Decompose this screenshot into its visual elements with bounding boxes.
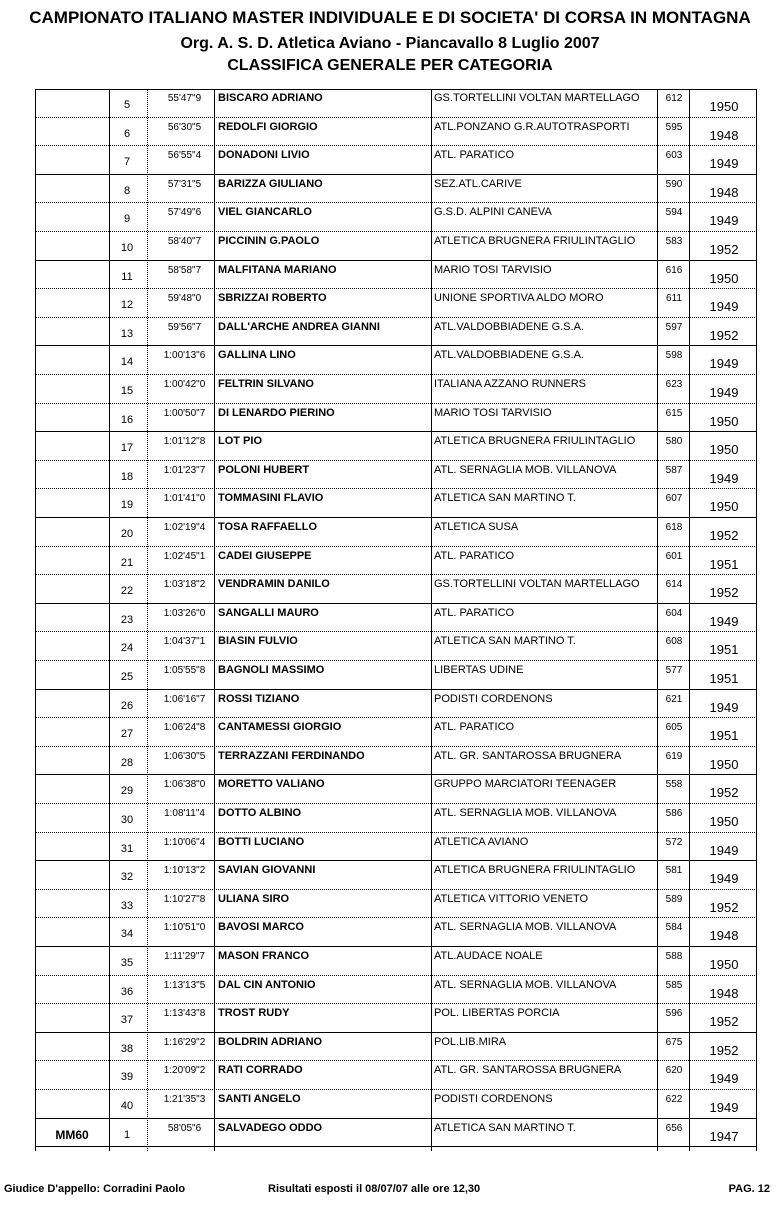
table-row [35, 432, 757, 461]
club-cell: ATL. PARATICO [434, 149, 515, 162]
club-cell: ATL. PARATICO [434, 721, 515, 734]
position-cell: 22 [120, 585, 134, 598]
table-row [35, 318, 757, 347]
position-cell: 27 [120, 728, 134, 741]
birth-year-cell: 1948 [709, 184, 739, 200]
position-cell: 18 [120, 470, 134, 483]
time-cell: 1:06'38"0 [163, 779, 206, 791]
birth-year-cell: 1951 [709, 728, 739, 744]
birth-year-cell: 1949 [709, 470, 739, 486]
time-cell: 1:01'12"8 [163, 436, 206, 448]
club-cell: ATL. SERNAGLIA MOB. VILLANOVA [434, 921, 617, 934]
athlete-name-cell: BAGNOLI MASSIMO [218, 664, 325, 676]
table-row [35, 833, 757, 862]
time-cell: 1:03'26"0 [163, 607, 206, 619]
birth-year-cell: 1951 [709, 556, 739, 572]
time-cell: 1:10'06"4 [163, 836, 206, 848]
birth-year-cell: 1952 [709, 785, 739, 801]
position-cell: 36 [120, 985, 134, 998]
table-row [35, 804, 757, 833]
time-cell: 1:06'24"8 [163, 722, 206, 734]
club-cell: GS.TORTELLINI VOLTAN MARTELLAGO [434, 92, 640, 104]
bib-number-cell: 605 [665, 722, 683, 734]
club-cell: ATLETICA SUSA [434, 521, 519, 533]
club-cell: ATL. SERNAGLIA MOB. VILLANOVA [434, 978, 617, 991]
table-row [35, 375, 757, 404]
section-title: CLASSIFICA GENERALE PER CATEGORIA [227, 57, 553, 74]
position-cell: 16 [120, 413, 134, 426]
time-cell: 1:03'18"2 [163, 579, 206, 591]
bib-number-cell: 590 [665, 178, 683, 190]
birth-year-cell: 1952 [709, 327, 739, 343]
birth-year-cell: 1950 [709, 499, 739, 515]
bib-number-cell: 616 [665, 264, 683, 276]
athlete-name-cell: BIASIN FULVIO [218, 635, 298, 648]
club-cell: SEZ.ATL.CARIVE [434, 177, 522, 190]
table-row [35, 690, 757, 719]
position-cell: 8 [123, 184, 131, 197]
club-cell: ATLETICA SAN MARTINO T. [434, 635, 576, 648]
time-cell: 1:11'29"7 [164, 951, 205, 962]
table-row [35, 604, 757, 633]
table-row [35, 518, 757, 547]
time-cell: 1:00'50"7 [163, 407, 206, 419]
position-cell: 21 [120, 556, 134, 569]
athlete-name-cell: SAVIAN GIOVANNI [218, 864, 316, 877]
athlete-name-cell: DONADONI LIVIO [218, 149, 310, 162]
athlete-name-cell: POLONI HUBERT [218, 463, 310, 476]
table-row [35, 976, 757, 1005]
table-row [35, 718, 757, 747]
club-cell: ATLETICA AVIANO [434, 835, 529, 848]
table-row [35, 775, 757, 804]
position-cell: 26 [120, 699, 134, 712]
athlete-name-cell: MASON FRANCO [218, 950, 310, 962]
club-cell: GS.TORTELLINI VOLTAN MARTELLAGO [434, 578, 640, 591]
position-cell: 5 [123, 99, 131, 111]
athlete-name-cell: VENDRAMIN DANILO [218, 578, 330, 591]
table-row [35, 547, 757, 576]
athlete-name-cell: TOMMASINI FLAVIO [218, 492, 324, 505]
bib-number-cell: 596 [665, 1008, 683, 1020]
bib-number-cell: 612 [665, 93, 683, 104]
position-cell: 20 [120, 528, 134, 540]
athlete-name-cell: BISCARO ADRIANO [218, 92, 323, 104]
time-cell: 1:10'51"0 [163, 922, 206, 934]
position-cell: 6 [123, 127, 131, 140]
club-cell: ATL. GR. SANTAROSSA BRUGNERA [434, 749, 622, 762]
time-cell: 1:06'30"5 [163, 750, 206, 762]
time-cell: 1:01'23"7 [163, 464, 206, 476]
athlete-name-cell: MORETTO VALIANO [218, 778, 325, 791]
bib-number-cell: 618 [665, 522, 683, 533]
club-cell: ATL. PARATICO [434, 549, 515, 562]
event-subtitle: Org. A. S. D. Atletica Aviano - Piancavallo 8 Luglio 2007 [180, 35, 600, 52]
birth-year-cell: 1950 [709, 756, 739, 772]
club-cell: POL. LIBERTAS PORCIA [434, 1007, 560, 1020]
bib-number-cell: 622 [665, 1094, 683, 1105]
athlete-name-cell: TROST RUDY [218, 1007, 290, 1020]
position-cell: 10 [120, 242, 134, 254]
birth-year-cell: 1952 [709, 1042, 739, 1058]
birth-year-cell: 1948 [709, 127, 739, 143]
birth-year-cell: 1951 [709, 642, 739, 658]
table-row [35, 118, 757, 147]
position-cell: 17 [120, 442, 134, 455]
birth-year-cell: 1949 [709, 299, 739, 315]
time-cell: 58'05"6 [167, 1122, 202, 1134]
table-row [35, 289, 757, 318]
table-row [35, 175, 757, 204]
birth-year-cell: 1949 [709, 156, 739, 172]
athlete-name-cell: CANTAMESSI GIORGIO [218, 721, 342, 734]
club-cell: ATLETICA SAN MARTINO T. [434, 1121, 576, 1134]
bib-number-cell: 583 [665, 236, 683, 247]
bib-number-cell: 598 [665, 350, 683, 362]
birth-year-cell: 1950 [709, 957, 739, 972]
athlete-name-cell: PICCININ G.PAOLO [218, 235, 320, 247]
position-cell: 35 [120, 957, 134, 969]
position-cell: 28 [120, 756, 134, 769]
position-cell: 15 [120, 385, 134, 397]
birth-year-cell: 1950 [709, 413, 739, 429]
table-row [35, 575, 757, 604]
position-cell: 23 [120, 613, 134, 626]
time-cell: 1:05'55"8 [163, 665, 206, 676]
athlete-name-cell: BARIZZA GIULIANO [218, 177, 323, 190]
bib-number-cell: 675 [665, 1036, 683, 1048]
birth-year-cell: 1949 [709, 871, 739, 887]
bib-number-cell: 585 [665, 979, 683, 991]
birth-year-cell: 1949 [709, 1100, 739, 1115]
table-row [35, 1119, 757, 1148]
club-cell: ATL.PONZANO G.R.AUTOTRASPORTI [434, 120, 630, 133]
bib-number-cell: 597 [665, 321, 683, 333]
birth-year-cell: 1949 [709, 699, 739, 715]
birth-year-cell: 1952 [709, 242, 739, 257]
table-row [35, 918, 757, 947]
table-row [35, 232, 757, 261]
time-cell: 1:00'13"6 [163, 350, 206, 362]
club-cell: ATLETICA BRUGNERA FRIULINTAGLIO [434, 435, 636, 448]
bib-number-cell: 588 [665, 951, 683, 962]
category-cell: MM60 [55, 1127, 89, 1142]
time-cell: 1:13'13"5 [163, 979, 206, 991]
time-cell: 59'56"7 [167, 321, 202, 333]
position-cell: 37 [120, 1014, 134, 1027]
position-cell: 29 [120, 785, 134, 798]
position-cell: 31 [120, 842, 134, 855]
bib-number-cell: 621 [665, 693, 683, 705]
club-cell: PODISTI CORDENONS [434, 1093, 553, 1105]
position-cell: 33 [120, 899, 134, 912]
club-cell: ATL. GR. SANTAROSSA BRUGNERA [434, 1064, 622, 1077]
bib-number-cell: 581 [665, 865, 683, 877]
document-title: CAMPIONATO ITALIANO MASTER INDIVIDUALE E DI SOCIETA' DI CORSA IN MONTAGNA [29, 8, 751, 27]
birth-year-cell: 1949 [709, 842, 739, 858]
time-cell: 56'55"4 [167, 150, 202, 162]
club-cell: ATLETICA VITTORIO VENETO [434, 892, 589, 905]
bib-number-cell: 623 [665, 379, 683, 390]
time-cell: 57'31"5 [167, 178, 202, 190]
time-cell: 1:20'09"2 [163, 1065, 206, 1077]
time-cell: 1:10'13"2 [163, 865, 206, 877]
position-cell: 7 [123, 156, 131, 169]
table-row [35, 632, 757, 661]
athlete-name-cell: MALFITANA MARIANO [218, 263, 337, 276]
birth-year-cell: 1948 [709, 928, 739, 944]
table-row [35, 346, 757, 375]
table-row [35, 489, 757, 518]
position-cell: 24 [120, 642, 134, 655]
bib-number-cell: 589 [665, 893, 683, 905]
birth-year-cell: 1949 [709, 1071, 739, 1087]
bib-number-cell: 577 [665, 665, 683, 676]
birth-year-cell: 1949 [709, 213, 739, 229]
athlete-name-cell: DAL CIN ANTONIO [218, 978, 316, 991]
club-cell: MARIO TOSI TARVISIO [434, 406, 552, 419]
athlete-name-cell: RATI CORRADO [218, 1064, 303, 1077]
table-row [35, 1033, 757, 1062]
athlete-name-cell: REDOLFI GIORGIO [218, 120, 318, 133]
athlete-name-cell: BOLDRIN ADRIANO [218, 1035, 323, 1048]
table-row [35, 947, 757, 976]
birth-year-cell: 1950 [709, 442, 739, 458]
athlete-name-cell: CADEI GIUSEPPE [218, 549, 312, 562]
athlete-name-cell: SALVADEGO ODDO [218, 1121, 323, 1134]
club-cell: PODISTI CORDENONS [434, 692, 553, 705]
athlete-name-cell: FELTRIN SILVANO [218, 378, 314, 390]
birth-year-cell: 1950 [709, 99, 739, 114]
table-row [35, 861, 757, 890]
athlete-name-cell: BOTTI LUCIANO [218, 835, 305, 848]
footer-page-number: PAG. 12 [728, 1183, 770, 1195]
time-cell: 1:13'43"8 [163, 1008, 206, 1020]
time-cell: 57'49"6 [167, 207, 202, 219]
position-cell: 34 [120, 928, 134, 941]
position-cell: 38 [120, 1042, 134, 1055]
athlete-name-cell: ULIANA SIRO [218, 892, 290, 905]
club-cell: MARIO TOSI TARVISIO [434, 263, 552, 276]
table-row [35, 1004, 757, 1033]
row-separator [35, 1146, 757, 1147]
bib-number-cell: 595 [665, 121, 683, 133]
position-cell: 40 [120, 1100, 134, 1112]
position-cell: 12 [120, 299, 134, 312]
table-row [35, 203, 757, 232]
athlete-name-cell: TERRAZZANI FERDINANDO [218, 749, 365, 762]
position-cell: 13 [120, 327, 134, 340]
athlete-name-cell: SANTI ANGELO [218, 1093, 301, 1105]
birth-year-cell: 1952 [709, 899, 739, 915]
table-row [35, 661, 757, 690]
club-cell: ATL.VALDOBBIADENE G.S.A. [434, 320, 584, 333]
birth-year-cell: 1948 [709, 985, 739, 1001]
bib-number-cell: 614 [665, 579, 683, 591]
bib-number-cell: 580 [665, 436, 683, 448]
club-cell: GRUPPO MARCIATORI TEENAGER [434, 778, 617, 791]
table-row [35, 890, 757, 919]
table-row [35, 747, 757, 776]
table-row [35, 461, 757, 490]
bib-number-cell: 615 [665, 407, 683, 419]
club-cell: ATLETICA BRUGNERA FRIULINTAGLIO [434, 864, 636, 877]
results-table [35, 89, 757, 1151]
club-cell: ITALIANA AZZANO RUNNERS [434, 378, 586, 390]
athlete-name-cell: VIEL GIANCARLO [218, 206, 312, 219]
club-cell: ATLETICA SAN MARTINO T. [434, 492, 576, 505]
bib-number-cell: 586 [665, 808, 683, 819]
athlete-name-cell: BAVOSI MARCO [218, 921, 304, 934]
table-row [35, 146, 757, 175]
club-cell: ATLETICA BRUGNERA FRIULINTAGLIO [434, 235, 636, 247]
table-row [35, 404, 757, 433]
club-cell: POL.LIB.MIRA [434, 1035, 507, 1048]
time-cell: 1:00'42"0 [163, 379, 206, 390]
bib-number-cell: 601 [665, 550, 683, 562]
athlete-name-cell: TOSA RAFFAELLO [218, 521, 317, 533]
club-cell: ATL. SERNAGLIA MOB. VILLANOVA [434, 807, 617, 819]
club-cell: UNIONE SPORTIVA ALDO MORO [434, 292, 604, 305]
birth-year-cell: 1949 [709, 385, 739, 400]
bib-number-cell: 594 [665, 207, 683, 219]
athlete-name-cell: DALL'ARCHE ANDREA GIANNI [218, 320, 380, 333]
table-row [35, 1061, 757, 1090]
bib-number-cell: 558 [665, 779, 683, 791]
table-row [35, 89, 757, 118]
athlete-name-cell: ROSSI TIZIANO [218, 692, 300, 705]
bib-number-cell: 656 [665, 1122, 683, 1134]
birth-year-cell: 1950 [709, 814, 739, 829]
club-cell: ATL.VALDOBBIADENE G.S.A. [434, 349, 584, 362]
club-cell: G.S.D. ALPINI CANEVA [434, 206, 552, 219]
bib-number-cell: 607 [665, 493, 683, 505]
time-cell: 1:01'41"0 [163, 493, 206, 505]
time-cell: 1:08'11"4 [164, 808, 205, 819]
club-cell: ATL. PARATICO [434, 606, 515, 619]
time-cell: 1:06'16"7 [163, 693, 206, 705]
athlete-name-cell: DOTTO ALBINO [218, 807, 302, 819]
birth-year-cell: 1952 [709, 1014, 739, 1030]
footer-judge: Giudice D'appello: Corradini Paolo [4, 1183, 186, 1195]
birth-year-cell: 1951 [709, 671, 739, 686]
position-cell: 19 [120, 499, 134, 512]
time-cell: 56'30"5 [167, 121, 202, 133]
birth-year-cell: 1952 [709, 528, 739, 543]
table-row [35, 261, 757, 290]
time-cell: 1:16'29"2 [163, 1036, 206, 1048]
athlete-name-cell: LOT PIO [218, 435, 262, 448]
birth-year-cell: 1949 [709, 613, 739, 629]
time-cell: 1:10'27"8 [163, 893, 206, 905]
bib-number-cell: 604 [665, 607, 683, 619]
birth-year-cell: 1947 [709, 1128, 739, 1144]
athlete-name-cell: GALLINA LINO [218, 349, 296, 362]
position-cell: 1 [123, 1128, 131, 1141]
position-cell: 32 [120, 871, 134, 884]
position-cell: 25 [120, 671, 134, 683]
time-cell: 55'47"9 [167, 93, 202, 104]
bib-number-cell: 587 [665, 464, 683, 476]
position-cell: 9 [123, 213, 131, 226]
time-cell: 1:02'19"4 [163, 522, 206, 533]
birth-year-cell: 1949 [709, 356, 739, 372]
time-cell: 1:21'35"3 [163, 1094, 206, 1105]
time-cell: 59'48"0 [167, 293, 202, 305]
bib-number-cell: 603 [665, 150, 683, 162]
bib-number-cell: 584 [665, 922, 683, 934]
athlete-name-cell: SBRIZZAI ROBERTO [218, 292, 327, 305]
athlete-name-cell: DI LENARDO PIERINO [218, 406, 335, 419]
bib-number-cell: 620 [665, 1065, 683, 1077]
position-cell: 11 [121, 270, 133, 283]
bib-number-cell: 608 [665, 636, 683, 648]
club-cell: ATL.AUDACE NOALE [434, 950, 543, 962]
birth-year-cell: 1952 [709, 585, 739, 601]
time-cell: 58'40"7 [167, 236, 202, 247]
footer-results-posted: Risultati esposti il 08/07/07 alle ore 12,30 [268, 1183, 481, 1195]
position-cell: 14 [120, 356, 134, 369]
club-cell: LIBERTAS UDINE [434, 664, 524, 676]
bib-number-cell: 611 [666, 293, 682, 305]
time-cell: 1:02'45"1 [163, 550, 206, 562]
time-cell: 1:04'37"1 [163, 636, 206, 648]
athlete-name-cell: SANGALLI MAURO [218, 606, 319, 619]
table-row [35, 1090, 757, 1119]
position-cell: 39 [120, 1071, 134, 1084]
birth-year-cell: 1950 [709, 270, 739, 286]
time-cell: 58'58"7 [167, 264, 202, 276]
position-cell: 30 [120, 814, 134, 826]
club-cell: ATL. SERNAGLIA MOB. VILLANOVA [434, 463, 617, 476]
bib-number-cell: 572 [665, 836, 683, 848]
bib-number-cell: 619 [665, 750, 683, 762]
